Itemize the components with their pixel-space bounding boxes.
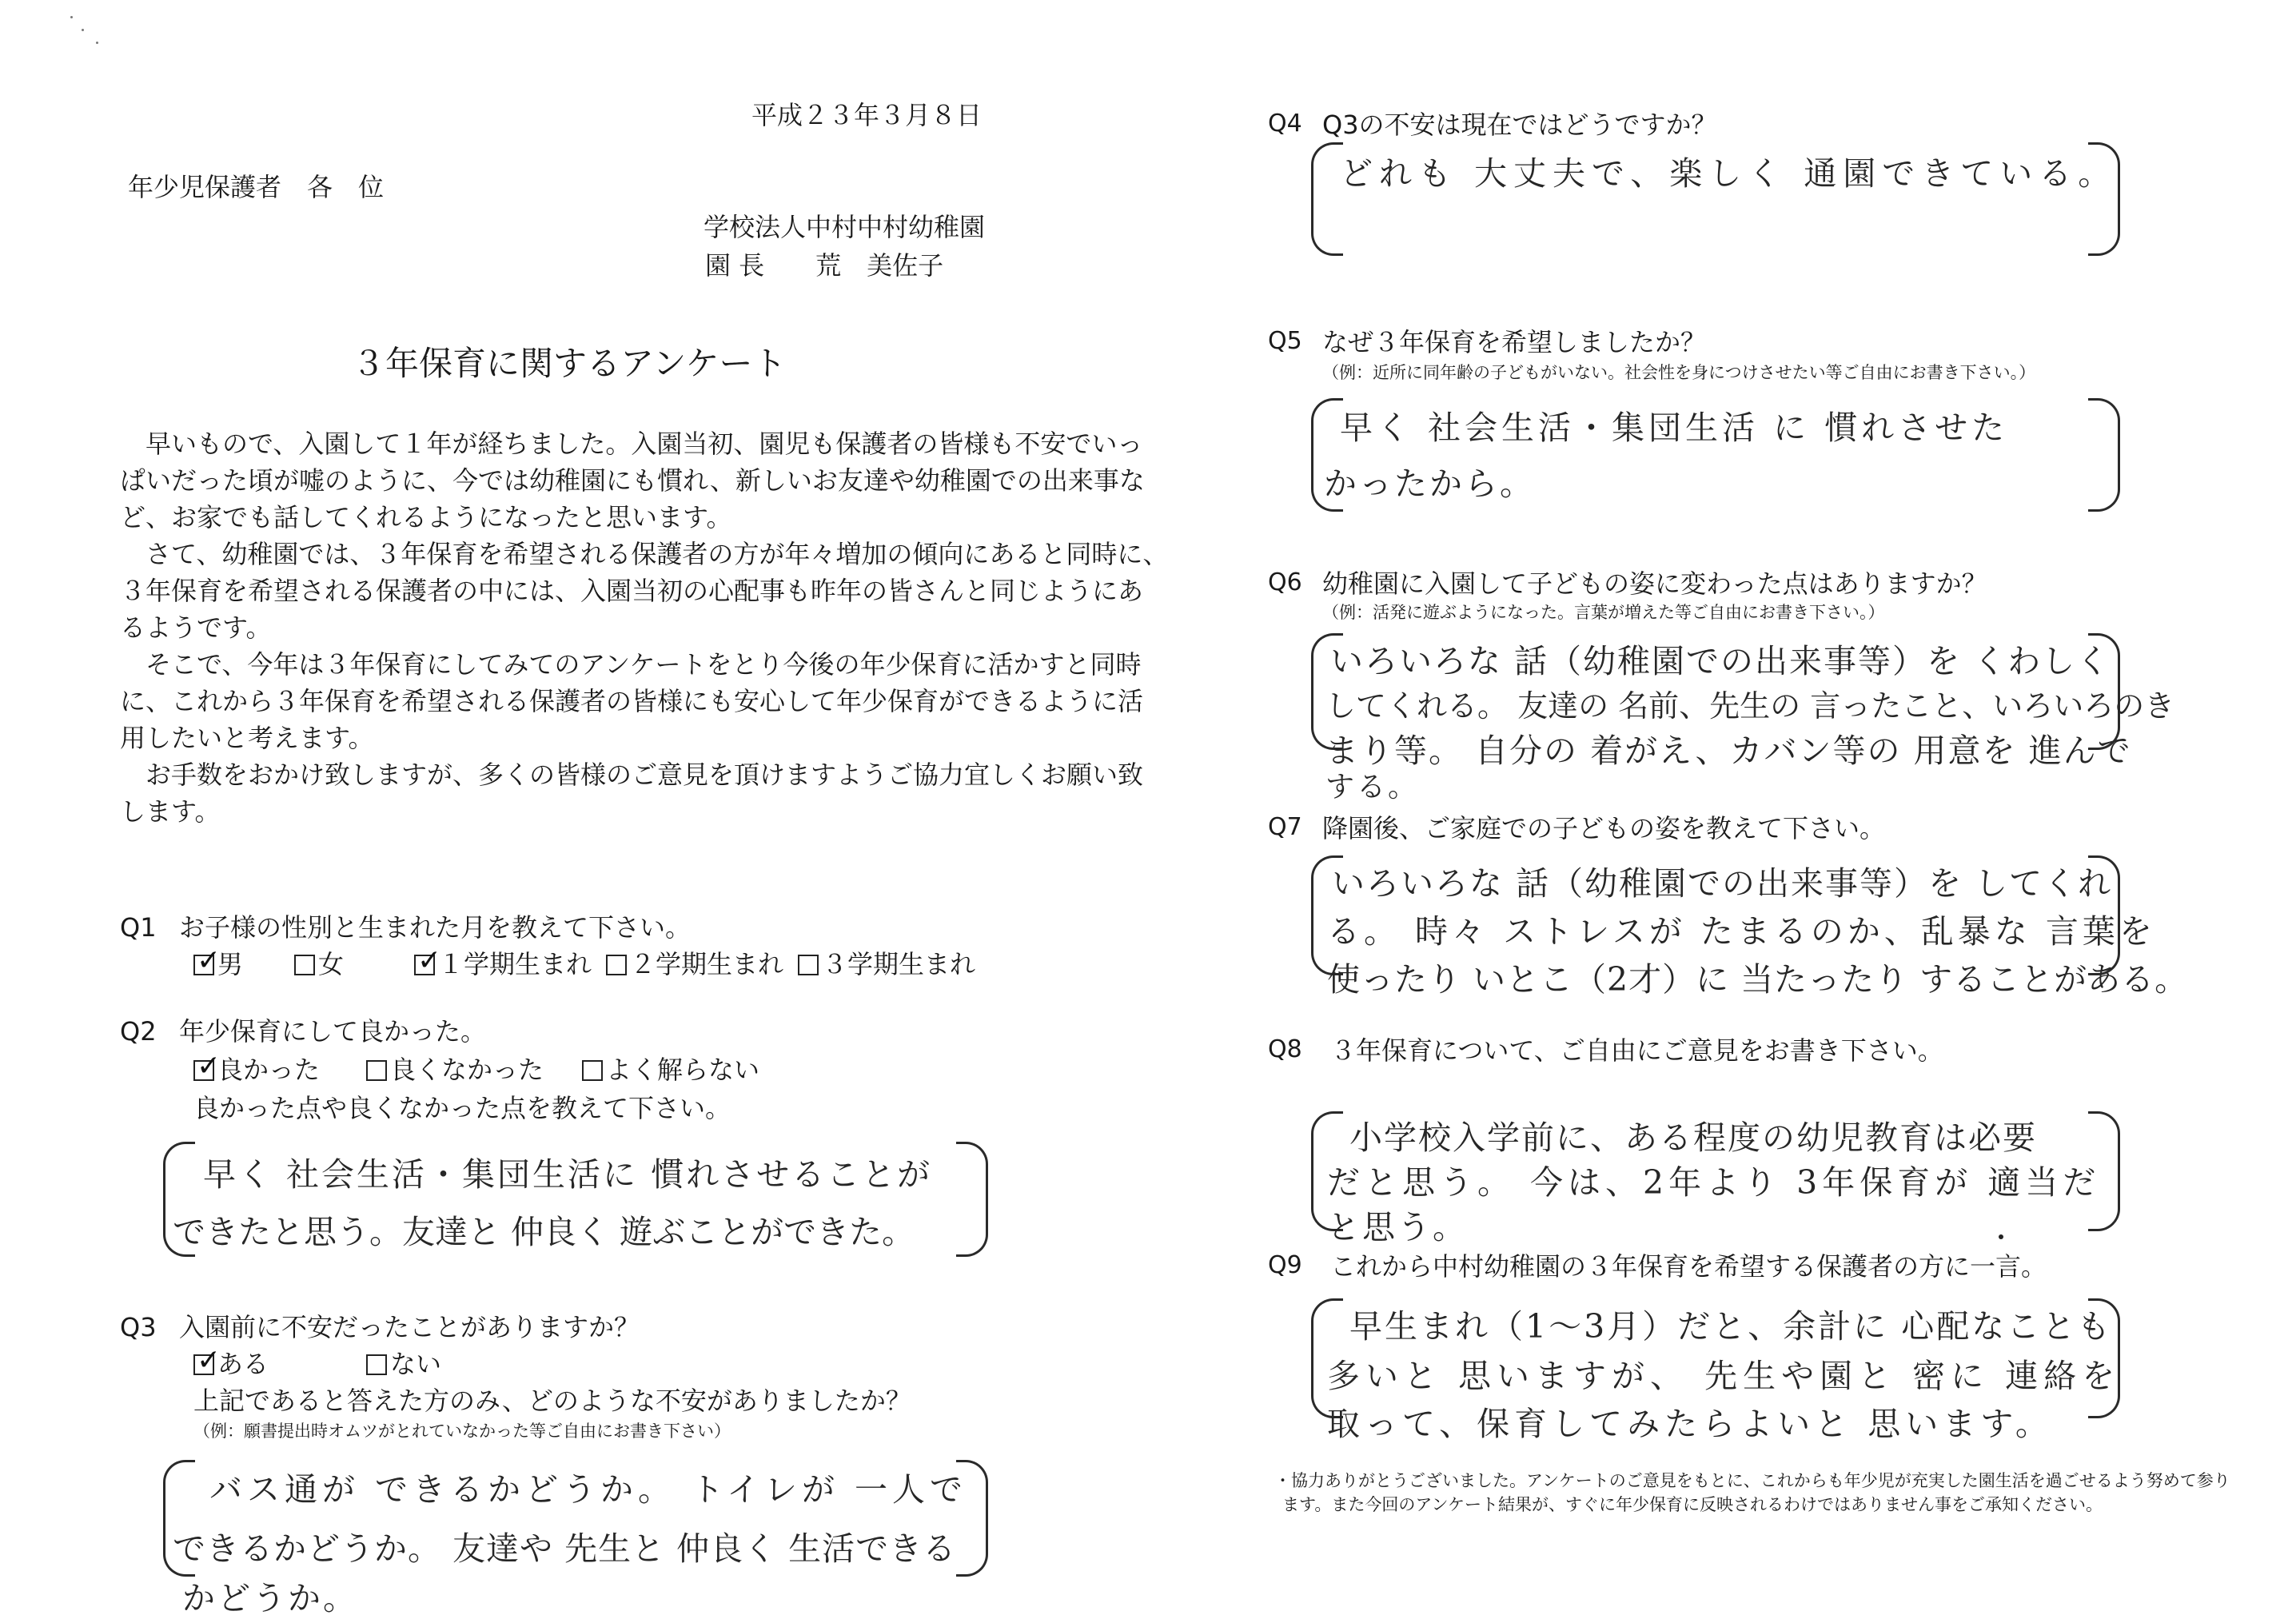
checkbox-checked[interactable]: ✓ [193, 955, 214, 975]
checkbox[interactable] [294, 955, 315, 975]
scan-speck [1999, 1234, 2003, 1239]
q9-number: Q9 [1268, 1251, 1302, 1279]
checkbox[interactable] [606, 955, 627, 975]
checkbox-checked[interactable]: ✓ [193, 1060, 214, 1081]
q9-answer-line: 多いと 思いますが、 先生や園と 密に 連絡を [1327, 1357, 2121, 1395]
intro-line: ３年保育を希望される保護者の中には、入園当初の心配事も昨年の皆さんと同じようにあ [120, 576, 1144, 606]
q2-number: Q2 [120, 1016, 157, 1047]
intro-paragraph [120, 425, 1169, 830]
q6-question: 幼稚園に入園して子どもの姿に変わった点はありますか？ [1322, 568, 1987, 599]
addressee: 年少児保護者 各 位 [128, 172, 385, 202]
q6-answer-line: する。 [1325, 771, 1420, 804]
q8-answer-line: だと思う。 今は、2年より 3年保育が 適当だ [1327, 1163, 2101, 1202]
q7-number: Q7 [1268, 813, 1302, 841]
answer-bracket-right [2088, 398, 2120, 512]
q1-option-term1[interactable]: ✓ １学期生まれ [414, 951, 592, 977]
q7-question: 降園後、ご家庭での子どもの姿を教えて下さい。 [1322, 813, 1886, 843]
scan-speck [96, 42, 98, 44]
q5-number: Q5 [1268, 327, 1302, 355]
q8-answer-line: 小学校入学前に、ある程度の幼児教育は必要 [1349, 1119, 2037, 1157]
q2-option-unsure[interactable]: よく解らない [582, 1057, 759, 1083]
q3-answer-line: できるかどうか。 友達や 先生と 仲良く 生活できる [173, 1529, 957, 1568]
q8-number: Q8 [1268, 1035, 1302, 1063]
scan-speck [82, 29, 84, 31]
answer-bracket-left [1311, 142, 1343, 256]
checkbox[interactable] [366, 1354, 387, 1375]
checkbox[interactable] [798, 955, 819, 975]
intro-line: さて、幼稚園では、３年保育を希望される保護者の方が年々増加の傾向にあると同時に、 [120, 539, 1169, 569]
q4-question: Q3の不安は現在ではどうですか？ [1322, 110, 1717, 140]
q1-option-female[interactable]: 女 [294, 951, 344, 977]
q4-answer-line: どれも 大丈夫で、楽しく 通園できている。 [1340, 154, 2118, 193]
q5-example: （例：近所に同年齢の子どもがいない。社会性を身につけさせたい等ご自由にお書き下さい。） [1322, 363, 2036, 382]
intro-line: お手数をおかけ致しますが、多くの皆様のご意見を頂けますようご協力宜しくお願い致 [120, 760, 1144, 790]
q9-answer-line: 早生まれ（1〜3月）だと、余計に 心配なことも [1349, 1307, 2113, 1346]
q6-answer-line: してくれる。 友達の 名前、先生の 言ったこと、いろいろのき [1325, 688, 2175, 724]
q3-answer-line: バス通が できるかどうか。 トイレが 一人で [209, 1470, 968, 1509]
q1-option-term2[interactable]: ２学期生まれ [606, 951, 783, 977]
intro-line: るようです。 [120, 612, 272, 643]
q5-answer-line: かったから。 [1324, 465, 1535, 503]
intro-line: に、これから３年保育を希望される保護者の皆様にも安心して年少保育ができるように活 [120, 686, 1144, 716]
page-title: ３年保育に関するアンケート [352, 344, 787, 383]
footer-note: ます。また今回のアンケート結果が、すぐに年少保育に反映されるわけではありません事をご承知ください。 [1282, 1495, 2103, 1514]
q6-number: Q6 [1268, 568, 1302, 596]
q6-answer-line: まり等。 自分の 着がえ、カバン等の 用意を 進んで [1325, 732, 2132, 770]
q8-answer-line: と思う。 [1327, 1208, 1468, 1246]
intro-line: そこで、今年は３年保育にしてみてのアンケートをとり今後の年少保育に活かすと同時 [120, 649, 1142, 680]
q3-example: （例：願書提出時オムツがとれていなかった等ご自由にお書き下さい） [193, 1422, 731, 1441]
q3-number: Q3 [120, 1312, 157, 1342]
q5-question: なぜ３年保育を希望しましたか？ [1322, 327, 1707, 357]
q1-option-term3[interactable]: ３学期生まれ [798, 951, 975, 977]
q9-question: これから中村幼稚園の３年保育を希望する保護者の方に一言。 [1330, 1251, 2047, 1282]
q6-answer-line: いろいろな 話（幼稚園での出来事等）を くわしく [1330, 642, 2111, 680]
q3-option-yes[interactable]: ✓ ある [193, 1351, 269, 1377]
principal: 園 長 荒 美佐子 [705, 250, 944, 281]
q7-answer-line: る。 時々 ストレスが たまるのか、乱暴な 言葉を [1327, 912, 2156, 951]
q2-subquestion: 良かった点や良くなかった点を教えて下さい。 [193, 1093, 731, 1123]
q7-answer-line: 使ったり いとこ（2才）に 当たったり することがある。 [1327, 960, 2189, 999]
checkbox-checked[interactable]: ✓ [414, 955, 435, 975]
q1-number: Q1 [120, 912, 157, 943]
organization: 学校法人中村中村幼稚園 [704, 212, 986, 242]
intro-line: 早いもので、入園して１年が経ちました。入園当初、園児も保護者の皆様も不安でいっ [120, 429, 1143, 459]
intro-line: します。 [120, 796, 221, 827]
q1-option-male[interactable]: ✓ 男 [193, 951, 243, 977]
q2-option-good[interactable]: ✓ 良かった [193, 1057, 320, 1083]
q2-answer-line: できたと思う。友達と 仲良く 遊ぶことができた。 [173, 1213, 915, 1251]
q8-question: ３年保育について、ご自由にご意見をお書き下さい。 [1330, 1035, 1943, 1066]
intro-line: 用したいと考えます。 [120, 723, 374, 753]
q2-answer-line: 早く 社会生活・集団生活に 慣れさせることが [203, 1155, 933, 1194]
q2-option-not-good[interactable]: 良くなかった [366, 1057, 544, 1083]
q4-number: Q4 [1268, 110, 1302, 138]
answer-bracket-right [956, 1142, 988, 1257]
date: 平成２３年３月８日 [751, 100, 983, 130]
checkbox[interactable] [366, 1060, 387, 1081]
q3-option-no[interactable]: ない [366, 1351, 441, 1377]
q5-answer-line: 早く 社会生活・集団生活 に 慣れさせた [1340, 409, 2009, 447]
checkbox-checked[interactable]: ✓ [193, 1354, 214, 1375]
q3-answer-line: かどうか。 [182, 1579, 358, 1617]
footer-note: ・協力ありがとうございました。アンケートのご意見をもとに、これからも年少児が充実した園生活を過ごせるよう努めて参り [1274, 1471, 2230, 1490]
checkbox[interactable] [582, 1060, 603, 1081]
intro-line: ど、お家でも話してくれるようになったと思います。 [120, 502, 732, 532]
scan-speck [70, 16, 73, 18]
q3-question: 入園前に不安だったことがありますか？ [179, 1312, 640, 1342]
q2-question: 年少保育にして良かった。 [179, 1016, 487, 1047]
q1-question: お子様の性別と生まれた月を教えて下さい。 [179, 912, 692, 943]
q6-example: （例：活発に遊ぶようになった。言葉が増えた等ご自由にお書き下さい。） [1322, 603, 1885, 622]
q3-subquestion: 上記であると答えた方のみ、どのような不安がありましたか？ [193, 1386, 911, 1416]
q9-answer-line: 取って、保育してみたらよいと 思います。 [1327, 1405, 2053, 1443]
q7-answer-line: いろいろな 話（幼稚園での出来事等）を してくれ [1332, 864, 2113, 903]
intro-line: ぱいだった頃が嘘のように、今では幼稚園にも慣れ、新しいお友達や幼稚園での出来事な [120, 465, 1145, 496]
